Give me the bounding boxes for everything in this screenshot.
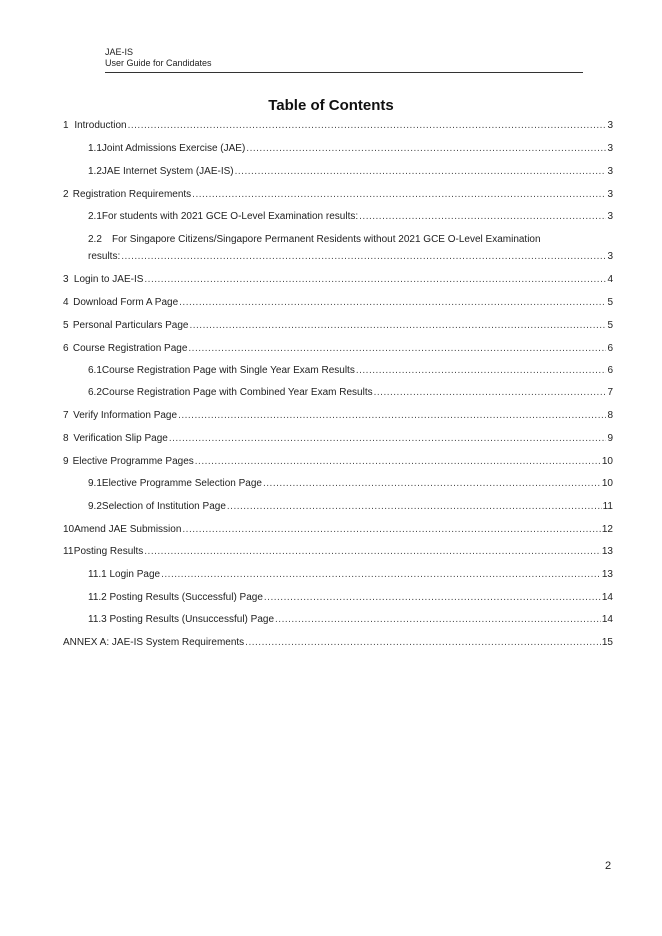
toc-entry-text: 11.3 Posting Results (Unsuccessful) Page	[88, 614, 275, 625]
toc-entry-text: For students with 2021 GCE O-Level Examination results:	[101, 211, 359, 222]
toc-entry-text: Registration Requirements	[72, 189, 192, 200]
toc-entry-text: Elective Programme Pages	[72, 456, 194, 467]
toc-entry-number: 1	[63, 120, 69, 131]
toc-entry-number: 6.1	[88, 365, 102, 376]
toc-leader-dots	[169, 432, 607, 445]
toc-entry-page: 3	[607, 189, 613, 200]
toc-entry-page: 9	[607, 433, 613, 444]
toc-entry-page: 5	[607, 320, 613, 331]
toc-entry-number: 4	[63, 297, 69, 308]
toc-entry-text: ANNEX A: JAE-IS System Requirements	[63, 637, 245, 648]
toc-leader-dots	[144, 545, 601, 558]
toc-entry-text: Selection of Institution Page	[101, 501, 226, 512]
toc-leader-dots	[275, 613, 601, 626]
toc-entry-text: 11.1 Login Page	[88, 569, 161, 580]
toc-leader-dots	[128, 119, 607, 132]
toc-entry-number: 9	[63, 456, 69, 467]
toc-entry-page: 7	[607, 387, 613, 398]
toc-entry-text: Introduction	[74, 120, 127, 131]
toc-entry-page: 14	[601, 614, 613, 625]
toc-leader-dots	[121, 250, 606, 263]
toc-leader-dots	[374, 386, 607, 399]
toc-entry-page: 5	[607, 297, 613, 308]
toc-entry-number: 9.2	[88, 501, 102, 512]
toc-leader-dots	[356, 364, 607, 377]
toc-entry-11-1[interactable]	[88, 568, 613, 581]
toc-entry-11[interactable]	[63, 545, 613, 558]
toc-leader-dots	[144, 273, 606, 286]
toc-entry-text: Course Registration Page with Combined Year Exam Results	[101, 387, 373, 398]
header-system-name: JAE-IS	[105, 47, 134, 57]
toc-entry-page: 10	[601, 456, 613, 467]
toc-leader-dots	[178, 409, 606, 422]
toc-leader-dots	[264, 591, 601, 604]
toc-leader-dots	[359, 210, 606, 223]
toc-entry-number: 8	[63, 433, 69, 444]
toc-entry-3[interactable]	[63, 273, 613, 286]
toc-entry-page: 3	[607, 143, 613, 154]
toc-entry-10[interactable]	[63, 523, 613, 536]
toc-leader-dots	[182, 523, 600, 536]
toc-entry-number: 2.1	[88, 211, 102, 222]
toc-entry-text: Download Form A Page	[73, 297, 179, 308]
toc-entry-text: Course Registration Page	[72, 343, 188, 354]
toc-entry-1[interactable]	[63, 119, 613, 132]
toc-entry-page: 3	[607, 166, 613, 177]
toc-entry-4[interactable]	[63, 296, 613, 309]
toc-entry-page: 8	[607, 410, 613, 421]
toc-title: Table of Contents	[268, 97, 394, 114]
toc-entry-number: 9.1	[88, 478, 102, 489]
toc-entry-text: Posting Results	[73, 546, 144, 557]
toc-entry-page: 11	[602, 501, 613, 512]
toc-entry-text: 11.2 Posting Results (Successful) Page	[88, 592, 263, 603]
toc-entry-11-2[interactable]	[88, 591, 613, 604]
toc-entry-number: 1.1	[88, 143, 102, 154]
toc-entry-number: 6	[63, 343, 69, 354]
toc-entry-number: 10	[63, 524, 75, 535]
toc-entry-9[interactable]	[63, 455, 613, 468]
page-number: 2	[605, 860, 612, 872]
toc-leader-dots	[192, 188, 606, 201]
toc-entry-number: 11	[63, 546, 74, 557]
toc-entry-2-2-line2[interactable]	[88, 250, 613, 263]
toc-entry-page: 3	[607, 211, 613, 222]
toc-entry-page: 10	[601, 478, 613, 489]
toc-entry-text: Elective Programme Selection Page	[101, 478, 262, 489]
header-guide-title: User Guide for Candidates	[105, 58, 212, 68]
toc-entry-page: 6	[607, 365, 613, 376]
toc-entry-number: 5	[63, 320, 69, 331]
toc-leader-dots	[227, 500, 602, 513]
toc-entry-number: 2	[63, 189, 69, 200]
toc-entry-2-2-line1[interactable]	[88, 233, 541, 246]
toc-entry-annex-a[interactable]	[63, 636, 613, 649]
toc-entry-page: 4	[607, 274, 613, 285]
toc-entry-9-1[interactable]	[88, 477, 613, 490]
toc-entry-text: Verification Slip Page	[73, 433, 168, 444]
toc-leader-dots	[161, 568, 601, 581]
toc-entry-page: 13	[601, 569, 613, 580]
toc-entry-6-1[interactable]	[88, 364, 613, 377]
toc-leader-dots	[179, 296, 606, 309]
toc-leader-dots	[246, 142, 606, 155]
toc-entry-9-2[interactable]	[88, 500, 613, 513]
toc-leader-dots	[263, 477, 601, 490]
toc-entry-text: Course Registration Page with Single Year Exam Results	[101, 365, 355, 376]
toc-entry-page: 14	[601, 592, 613, 603]
toc-entry-7[interactable]	[63, 409, 613, 422]
toc-entry-1-1[interactable]	[88, 142, 613, 155]
toc-entry-text: For Singapore Citizens/Singapore Permanent Residents without 2021 GCE O-Level Examination	[112, 234, 541, 245]
toc-entry-6[interactable]	[63, 342, 613, 355]
toc-entry-number: 3	[63, 274, 69, 285]
toc-entry-6-2[interactable]	[88, 386, 613, 399]
toc-entry-page: 6	[607, 343, 613, 354]
toc-entry-2-1[interactable]	[88, 210, 613, 223]
toc-leader-dots	[195, 455, 601, 468]
toc-leader-dots	[245, 636, 601, 649]
toc-entry-number: 6.2	[88, 387, 102, 398]
toc-entry-page: 15	[601, 637, 613, 648]
toc-entry-page: 13	[601, 546, 613, 557]
toc-entry-number: 7	[63, 410, 69, 421]
toc-entry-2[interactable]	[63, 188, 613, 201]
toc-leader-dots	[188, 342, 606, 355]
toc-leader-dots	[189, 319, 606, 332]
toc-entry-text: Login to JAE-IS	[73, 274, 144, 285]
toc-entry-11-3[interactable]	[88, 613, 613, 626]
toc-entry-page: 12	[601, 524, 613, 535]
toc-entry-page: 3	[607, 120, 613, 131]
toc-entry-text: Amend JAE Submission	[74, 524, 182, 535]
toc-entry-text: Verify Information Page	[73, 410, 178, 421]
toc-entry-text: Joint Admissions Exercise (JAE)	[101, 143, 246, 154]
toc-entry-number: 1.2	[88, 166, 102, 177]
toc-entry-text-continued: results:	[88, 251, 121, 262]
toc-entry-8[interactable]	[63, 432, 613, 445]
toc-entry-1-2[interactable]	[88, 165, 613, 178]
toc-entry-page: 3	[607, 251, 613, 262]
toc-entry-text: JAE Internet System (JAE-IS)	[101, 166, 234, 177]
toc-entry-text: Personal Particulars Page	[72, 320, 189, 331]
toc-entry-number: 2.2	[88, 234, 102, 245]
toc-entry-5[interactable]	[63, 319, 613, 332]
toc-leader-dots	[235, 165, 607, 178]
